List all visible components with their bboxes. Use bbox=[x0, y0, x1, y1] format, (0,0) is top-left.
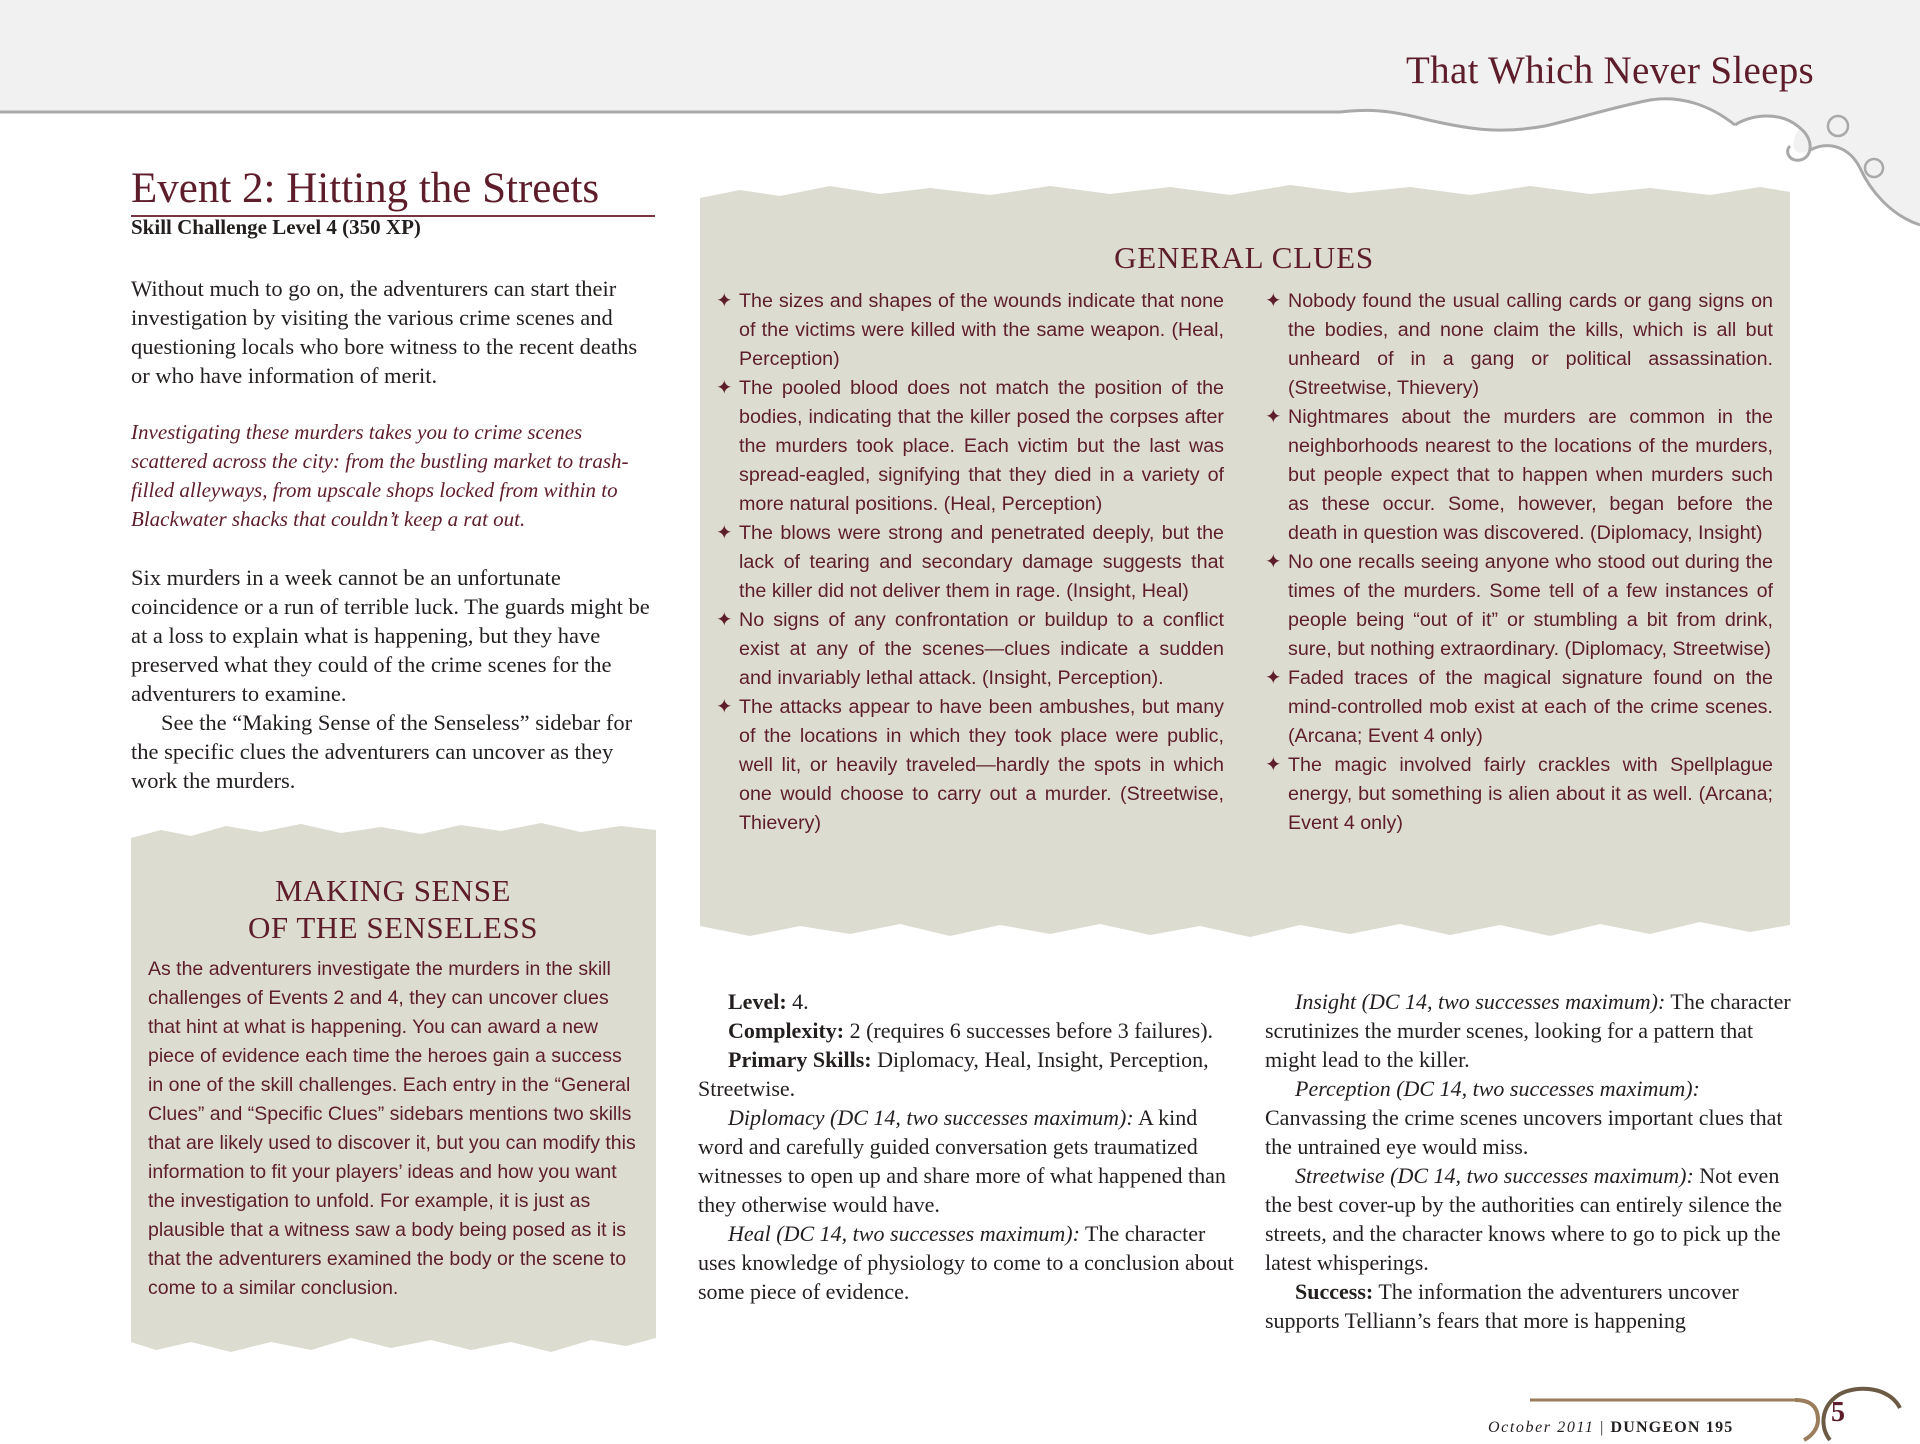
clue-item bbox=[716, 606, 1224, 693]
footer-magazine: DUNGEON 195 bbox=[1610, 1419, 1734, 1436]
streetwise-text: Not even the best cover-up by the authorities can entirely silence the streets, and the character knows where to go to pick up the latest whisperings. bbox=[1265, 1163, 1782, 1275]
bullet-icon: ✦ bbox=[1265, 551, 1282, 573]
clue-item bbox=[716, 693, 1224, 838]
clue-text: The sizes and shapes of the wounds indicate that none of the victims were killed with the same weapon. (Heal, Perception) bbox=[739, 290, 1224, 370]
clue-item bbox=[716, 287, 1224, 374]
perception-entry bbox=[1265, 1074, 1805, 1161]
level-line bbox=[698, 987, 1238, 1016]
clue-text: Nobody found the usual calling cards or gang signs on the bodies, and none claim the kills, which is all but unheard of in a gang or political assassination. (Streetwise, Thievery) bbox=[1288, 290, 1773, 399]
perception-label: Perception (DC 14, two successes maximum): bbox=[1295, 1076, 1700, 1101]
intro-paragraph: Without much to go on, the adventurers can start their investigation by visiting the various crime scenes and questioning locals who bore witness to the recent deaths or who have information of merit. bbox=[131, 276, 638, 388]
title-line: MAKING SENSE bbox=[275, 873, 511, 908]
clue-item bbox=[716, 519, 1224, 606]
clue-item bbox=[716, 374, 1224, 519]
clue-item bbox=[1265, 751, 1773, 838]
heal-text: The character uses knowledge of physiology to come to a conclusion about some piece of evidence. bbox=[698, 1221, 1234, 1304]
level-value: 4. bbox=[786, 989, 809, 1014]
primary-skills-line bbox=[698, 1045, 1238, 1103]
bullet-icon: ✦ bbox=[1265, 406, 1282, 428]
clue-item bbox=[1265, 548, 1773, 664]
clue-item bbox=[1265, 664, 1773, 751]
title-line: OF THE SENSELESS bbox=[248, 910, 538, 945]
paragraph: Six murders in a week cannot be an unfortunate coincidence or a run of terrible luck. The guards might be at a loss to explain what is happening, but they have preserved what they could of the crime scenes for the adventurers to examine. bbox=[131, 565, 650, 706]
complexity-line bbox=[698, 1016, 1238, 1045]
success-text: The information the adventurers uncover supports Telliann’s fears that more is happening bbox=[1265, 1279, 1739, 1333]
diplomacy-entry bbox=[698, 1103, 1238, 1219]
skill-challenge-level: Skill Challenge Level 4 (350 XP) bbox=[131, 215, 421, 239]
clue-text: Faded traces of the magical signature found on the mind-controlled mob exist at each of the crime scenes. (Arcana; Event 4 only) bbox=[1288, 667, 1773, 747]
success-entry bbox=[1265, 1277, 1805, 1335]
bullet-icon: ✦ bbox=[716, 522, 733, 544]
bullet-icon: ✦ bbox=[716, 377, 733, 399]
challenge-column-1 bbox=[698, 987, 1238, 1306]
footer-date: October 2011 bbox=[1488, 1419, 1595, 1436]
perception-text: Canvassing the crime scenes uncovers important clues that the untrained eye would miss. bbox=[1265, 1105, 1783, 1159]
heal-entry bbox=[698, 1219, 1238, 1306]
clue-text: The attacks appear to have been ambushes, but many of the locations in which they took place were public, well lit, or heavily traveled—hardly the spots in which one would choose to carry out a murder. (Streetwise, Thievery) bbox=[739, 696, 1224, 834]
clue-item bbox=[1265, 403, 1773, 548]
complexity-label: Complexity: bbox=[728, 1018, 845, 1043]
insight-label: Insight (DC 14, two successes maximum): bbox=[1295, 989, 1666, 1014]
diplomacy-label: Diplomacy (DC 14, two successes maximum): bbox=[728, 1105, 1134, 1130]
bullet-icon: ✦ bbox=[1265, 667, 1282, 689]
page-number: 5 bbox=[1831, 1397, 1845, 1428]
event-body bbox=[131, 563, 661, 795]
clue-text: The magic involved fairly crackles with Spellplague energy, but something is alien about it as well. (Arcana; Event 4 only) bbox=[1288, 754, 1773, 834]
making-sense-title bbox=[131, 872, 655, 946]
bullet-icon: ✦ bbox=[716, 696, 733, 718]
success-label: Success: bbox=[1295, 1279, 1374, 1304]
read-aloud-text: Investigating these murders takes you to crime scenes scattered across the city: from the bustling market to trash-filled alleyways, from upscale shops locked from within to Blackwater shacks that couldn’t keep a rat out. bbox=[131, 420, 629, 531]
diplomacy-text: A kind word and carefully guided conversation gets traumatized witnesses to open up and share more of what happened than they otherwise would have. bbox=[698, 1105, 1226, 1217]
bullet-icon: ✦ bbox=[1265, 754, 1282, 776]
clue-text: The blows were strong and penetrated deeply, but the lack of tearing and secondary damage suggests that the killer did not deliver them in rage. (Insight, Heal) bbox=[739, 522, 1224, 602]
clue-text: No signs of any confrontation or buildup to a conflict exist at any of the scenes—clues indicate a sudden and invariably lethal attack. (Insight, Perception). bbox=[739, 609, 1224, 689]
complexity-value: 2 (requires 6 successes before 3 failures). bbox=[844, 1018, 1214, 1043]
clue-text: The pooled blood does not match the position of the bodies, indicating that the killer posed the corpses after the murders took place. Each victim but the last was spread-eagled, signifying that they died in a variety of more natural positions. (Heal, Perception) bbox=[739, 377, 1224, 515]
clue-text: Nightmares about the murders are common in the neighborhoods nearest to the locations of the murders, but people expect that to happen when murders such as these occur. Some, however, began before the death in question was discovered. (Diplomacy, Insight) bbox=[1288, 406, 1773, 544]
insight-entry bbox=[1265, 987, 1805, 1074]
bullet-icon: ✦ bbox=[1265, 290, 1282, 312]
clue-item bbox=[1265, 287, 1773, 403]
event-title: Event 2: Hitting the Streets bbox=[131, 163, 655, 217]
paragraph: See the “Making Sense of the Senseless” sidebar for the specific clues the adventurers can uncover as they work the murders. bbox=[131, 710, 633, 793]
heal-label: Heal (DC 14, two successes maximum): bbox=[728, 1221, 1080, 1246]
clues-right-column bbox=[1265, 287, 1773, 838]
bullet-icon: ✦ bbox=[716, 290, 733, 312]
clues-left-column bbox=[716, 287, 1224, 838]
level-label: Level: bbox=[728, 989, 787, 1014]
running-title: That Which Never Sleeps bbox=[1406, 49, 1814, 92]
footer-issue bbox=[1488, 1419, 1733, 1437]
general-clues-title: GENERAL CLUES bbox=[1114, 240, 1374, 275]
footer-separator: | bbox=[1600, 1419, 1605, 1436]
challenge-column-2 bbox=[1265, 987, 1805, 1335]
streetwise-label: Streetwise (DC 14, two successes maximum): bbox=[1295, 1163, 1694, 1188]
clue-text: No one recalls seeing anyone who stood out during the times of the murders. Some tell of a few instances of people being “out of it” or stumbling a bit from drink, sure, but nothing extraordinary. (Diplomacy, Streetwise) bbox=[1288, 551, 1773, 660]
insight-text: The character scrutinizes the murder scenes, looking for a pattern that might lead to the killer. bbox=[1265, 989, 1791, 1072]
streetwise-entry bbox=[1265, 1161, 1805, 1277]
making-sense-body: As the adventurers investigate the murders in the skill challenges of Events 2 and 4, they can uncover clues that hint at what is happening. You can award a new piece of evidence each time the heroes gain a success in one of the skill challenges. Each entry in the “General Clues” and “Specific Clues” sidebars mentions two skills that are likely used to discover it, but you can modify this information to fit your players’ ideas and how you want the investigation to unfold. For example, it is just as plausible that a witness saw a body being posed as it is that the adventurers examined the body or the scene to come to a similar conclusion. bbox=[148, 958, 636, 1299]
bullet-icon: ✦ bbox=[716, 609, 733, 631]
primary-skills-value: Diplomacy, Heal, Insight, Perception, Streetwise. bbox=[698, 1047, 1209, 1101]
primary-skills-label: Primary Skills: bbox=[728, 1047, 872, 1072]
